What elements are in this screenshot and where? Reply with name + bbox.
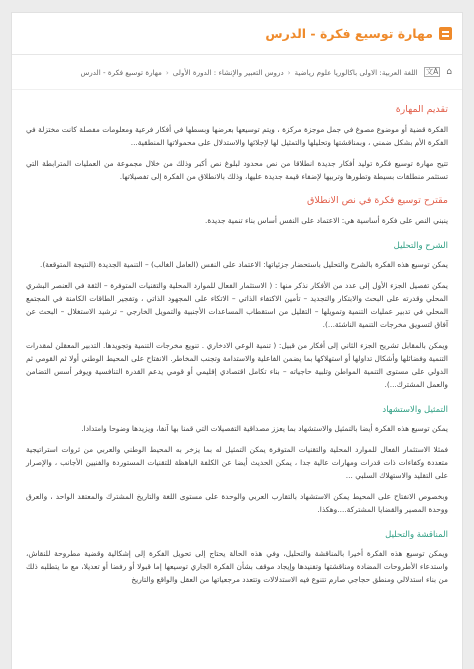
- paragraph: الفكرة قضية أو موضوع مصوغ في جمل موجزة مركزة ، ويتم توسيعها بعرضها وبسطها في أفكار فرعية ومعلومات مفصلة كانت مختزلة في الفكرة الأم بشكل ضمني ، وبمناقشتها وتحليلها والتمثيل لها لإجلائها والاستدلال على محمولاتها المنطقية...: [26, 125, 448, 147]
- paragraph: يمكن توسيع هذه الفكرة أيضا بالتمثيل والاستشهاد بما يعزز مصداقية التفصيلات التي قمنا بها آنفا، ويزيدها وضوحا وامتدادا.: [81, 424, 448, 433]
- breadcrumb-item-current: مهارة توسيع فكرة - الدرس: [80, 67, 162, 77]
- section-heading: مقترح توسيع فكرة في نص الانطلاق: [307, 195, 448, 206]
- paragraph: يمكن توسيع هذه الفكرة بالشرح والتحليل باستحضار جزئياتها: الاعتماد على النفس (العامل الغالب) – التنمية الجديدة (النتيجة المتوقعة).: [40, 260, 448, 269]
- paragraph: يمكن تفصيل الجزء الأول إلى عدد من الأفكار نذكر منها : ( الاستثمار الفعال للموارد المحلية والتقنيات المتوفرة – الثقة في العنصر البشري المحلي وقدرته على البحث والابتكار والتجديد – تأمين الاكتفاء الذاتي – الاتكاء على المجهود الذاتي ، وتفجير الطاقات الكامنة في المجتمع المحلي في تدبير عمليات التنمية وتمويلها – التقليل من استقطاب المساعدات الأجنبية والتمويل الخارجي – ترشيد الاستغلال – البحث عن آفاق لتسويق مخرجات التنمية الناشئة...).: [26, 281, 448, 329]
- subsection-heading: المناقشة والتحليل: [385, 530, 448, 540]
- language-icon[interactable]: 文A: [425, 67, 439, 76]
- subsection-heading: الشرح والتحليل: [393, 241, 448, 251]
- breadcrumb-separator-icon: ‹: [287, 67, 291, 77]
- breadcrumb-item-subject[interactable]: اللغة العربية: الاولى باكالوريا علوم رياضية: [294, 67, 418, 77]
- document-icon: [439, 27, 452, 40]
- breadcrumb-separator-icon: ‹: [165, 67, 169, 77]
- paragraph: ينبني النص على فكرة أساسية هي: الاعتماد على النفس أساس بناء تنمية جديدة.: [204, 216, 448, 225]
- paragraph: تتيح مهارة توسيع فكرة توليد أفكار جديدة انطلاقا من نص محدود لبلوغ نص أكبر وذلك من خلال مجموعة من العمليات المترابطة التي تستثمر منطلقات بسيطة وتطورها وتربيها لإضفاء قيمة جديدة عليها، وذلك بالانطلاق من الفكرة إلى تفصيلاتها.: [26, 159, 448, 181]
- breadcrumb-item-unit[interactable]: دروس التعبير والإنشاء : الدورة الأولى: [172, 67, 284, 77]
- page-header: [12, 13, 462, 55]
- paragraph: فمثلا الاستثمار الفعال للموارد المحلية والتقنيات المتوفرة يمكن التمثيل له بما يزخر به المحيط الوطني والعربي من ثروات استراتيجية متعددة وكفاءات ذات قدرات ومهارات عالية جدا ، يمكن الحديث أيضا عن الكلفة الباهظة للتقنيات المستوردة والفنيين الأجانب ، والإصرار على التقليد والاستهلاك السلبي ...: [26, 445, 448, 480]
- section-heading: تقديم المهارة: [395, 104, 448, 115]
- paragraph: ويمكن بالمقابل تشريح الجزء الثاني إلى أفكار من قبيل: ( تنمية الوعي الادخاري . تنويع مخرجات التنمية وتجويدها. التدبير المعقلن لمقدرات التنمية وفضائلها وأشكال تداولها أو استهلاكها بما يضمن الفاعلية والاستدامة وتجنب المخاطر. الانفتاح على المحيط الوطني أولا ثم القومي ثم الدولي على مستوى التنمية المواطن وتلبية حاجياته – بناء تكامل اقتصادي إقليمي أو قومي يدعم القدرة التنافسية ويوفر أسس التضامن والعمل المشترك...).: [26, 341, 448, 389]
- page-title: مهارة توسيع فكرة - الدرس: [265, 26, 433, 41]
- home-icon[interactable]: ⌂: [446, 67, 452, 77]
- lesson-card: [11, 12, 463, 669]
- lesson-content: [12, 90, 462, 586]
- subsection-heading: التمثيل والاستشهاد: [382, 405, 448, 415]
- paragraph: ويمكن توسيع هذه الفكرة أخيرا بالمناقشة والتحليل، وفي هذه الحالة يحتاج إلى تحويل الفكرة إلى إشكالية وقضية مطروحة للنقاش، واستدعاء الأطروحات المضادة ومناقشتها وتفنيدها وإيجاد موقف بشأن الفكرة الجاري توسيعها إما قبولا أو رفضا أو تعديلا، مع ما يتطلبه ذلك من بناء استدلالي ومنطق حجاجي صارم تتنوع فيه الاستدلالات وتتعدد مرجعياتها من العقل والواقع والتاريخ: [26, 549, 448, 584]
- paragraph: وبخصوص الانفتاح على المحيط يمكن الاستشهاد بالتقارب العربي والوحدة على مستوى اللغة والتاريخ المشترك والمعتقد الواحد ، والعرق ووحدة المصير والقضايا المشتركة....وهكذا.: [26, 492, 448, 514]
- breadcrumb: [12, 55, 462, 90]
